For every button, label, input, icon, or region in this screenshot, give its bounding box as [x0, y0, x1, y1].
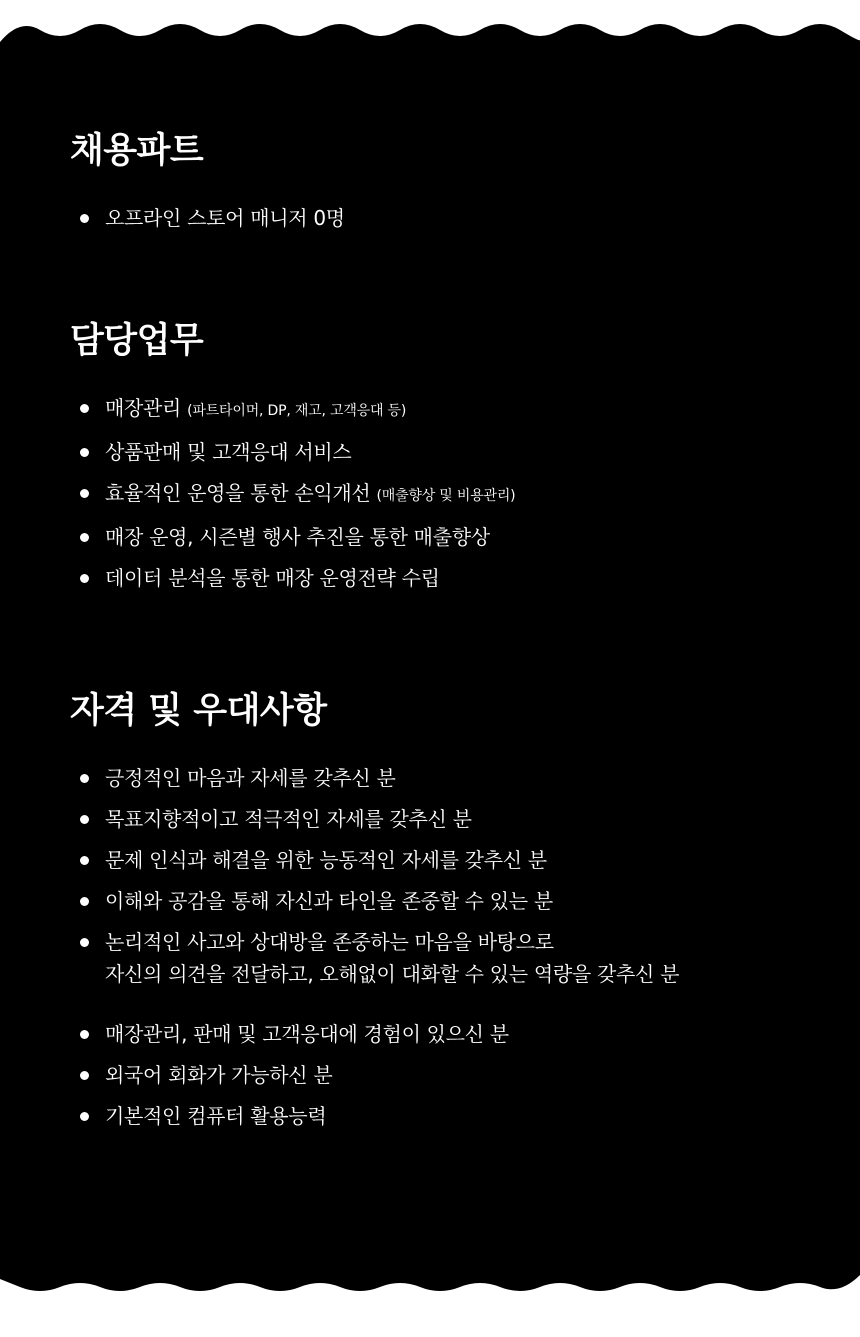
list-item-text: 오프라인 스토어 매니저 0명 — [105, 206, 345, 230]
list-item-text: 문제 인식과 해결을 위한 능동적인 자세를 갖추신 분 — [105, 848, 547, 872]
list-item-text: 매장 운영, 시즌별 행사 추진을 통한 매출향상 — [105, 525, 490, 549]
list-item-text: 긍정적인 마음과 자세를 갖추신 분 — [105, 766, 396, 790]
bullet-icon — [80, 214, 89, 223]
list-item-text: 매장관리, 판매 및 고객응대에 경험이 있으신 분 — [105, 1022, 509, 1046]
bullet-icon — [80, 574, 89, 583]
list-item — [70, 562, 800, 594]
recruit-part-section — [70, 128, 800, 243]
list-item — [70, 202, 800, 234]
list-item — [70, 803, 800, 835]
bullet-icon — [80, 897, 89, 906]
recruit-part-list — [70, 202, 800, 234]
list-item-text: 효율적인 운영을 통한 손익개선 — [105, 481, 377, 505]
list-item — [70, 1018, 800, 1050]
list-item-text: 목표지향적이고 적극적인 자세를 갖추신 분 — [105, 807, 472, 831]
list-item — [70, 1059, 800, 1091]
list-item — [70, 477, 800, 512]
bullet-icon — [80, 1030, 89, 1039]
list-item — [70, 844, 800, 876]
wavy-top-edge — [0, 0, 860, 60]
list-item-text: 기본적인 컴퓨터 활용능력 — [105, 1104, 327, 1128]
list-item — [70, 926, 800, 990]
list-item-text: 외국어 회화가 가능하신 분 — [105, 1063, 333, 1087]
content-panel — [0, 60, 860, 1257]
duties-title: 담당업무 — [70, 321, 204, 361]
list-item-text: 상품판매 및 고객응대 서비스 — [105, 440, 352, 464]
qualifications-section — [70, 688, 800, 1141]
duties-section — [70, 318, 800, 603]
duties-list — [70, 392, 800, 594]
recruit-part-title: 채용파트 — [70, 131, 204, 171]
bullet-icon — [80, 448, 89, 457]
bullet-icon — [80, 938, 89, 947]
bullet-icon — [80, 533, 89, 542]
list-item-line-1: 논리적인 사고와 상대방을 존중하는 마음을 바탕으로 — [105, 930, 554, 954]
qualifications-title: 자격 및 우대사항 — [70, 691, 327, 731]
list-item-text: 매장관리 — [105, 396, 188, 420]
list-item-note: (파트타이머, DP, 재고, 고객응대 등) — [187, 403, 407, 419]
requirements-list — [70, 762, 800, 990]
bullet-icon — [80, 856, 89, 865]
bullet-icon — [80, 1112, 89, 1121]
bullet-icon — [80, 815, 89, 824]
bullet-icon — [80, 489, 89, 498]
list-item — [70, 1100, 800, 1132]
wavy-bottom-edge — [0, 1257, 860, 1317]
list-item — [70, 762, 800, 794]
list-item-text: 이해와 공감을 통해 자신과 타인을 존중할 수 있는 분 — [105, 889, 553, 913]
list-item — [70, 436, 800, 468]
bullet-icon — [80, 774, 89, 783]
list-item-line-2: 자신의 의견을 전달하고, 오해없이 대화할 수 있는 역량을 갖추신 분 — [105, 962, 680, 986]
list-item-text: 데이터 분석을 통한 매장 운영전략 수립 — [105, 566, 440, 590]
list-item — [70, 885, 800, 917]
bullet-icon — [80, 1071, 89, 1080]
bullet-icon — [80, 404, 89, 413]
list-item — [70, 521, 800, 553]
preferred-list — [70, 1018, 800, 1132]
list-item-note: (매출향상 및 비용관리) — [376, 488, 516, 504]
list-item — [70, 392, 800, 427]
